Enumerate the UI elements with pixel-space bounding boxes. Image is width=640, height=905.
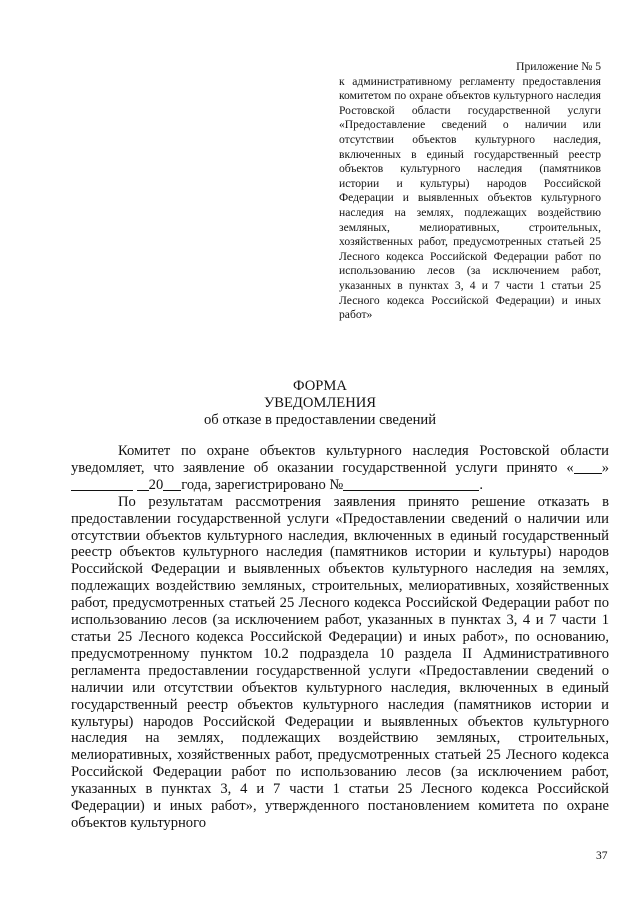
date-close-quote: » xyxy=(601,459,609,476)
month-blank-2 xyxy=(137,477,149,491)
registration-number-blank xyxy=(343,477,479,491)
year-blank xyxy=(163,477,181,491)
page-number: 37 xyxy=(596,850,608,862)
intro-end: . xyxy=(479,476,484,493)
form-subheading: УВЕДОМЛЕНИЯ xyxy=(263,395,377,411)
registration-text: года, зарегистрировано № xyxy=(181,476,344,493)
date-open-quote: « xyxy=(566,459,574,476)
paragraph-intro xyxy=(71,443,609,494)
appendix-title: Приложение № 5 xyxy=(516,60,601,73)
appendix-text: к административному регламенту предоставления комитетом по охране объектов культурного наследия Ростовской области государственной услуги «Предоставление сведений о наличии или отсутствии объектов культурного наследия, включенных в единый государственный реестр объектов культурного наследия (памятников истории и культуры) народов Российской Федерации и выявленных объектов культурного наследия на землях, подлежащих воздействию земляных, мелиоративных, строительных, хозяйственных работ, предусмотренных статьей 25 Лесного кодекса Российской Федерации работ по использованию лесов (за исключением работ, указанных в пунктах 3, 4 и 7 части 1 статьи 25 Лесного кодекса Российской Федерации) и иных работ» xyxy=(339,74,601,322)
appendix-block xyxy=(339,60,601,323)
year-prefix: 20 xyxy=(148,476,164,493)
day-blank xyxy=(574,460,602,474)
form-description: об отказе в предоставлении сведений xyxy=(203,412,437,428)
month-blank xyxy=(71,477,133,491)
form-heading: ФОРМА xyxy=(293,378,347,394)
intro-text: Комитет по охране объектов культурного наследия Ростовской области уведомляет, что заявление об оказании государственной услуги принято xyxy=(71,443,609,476)
main-text xyxy=(71,443,609,832)
paragraph-decision: По результатам рассмотрения заявления принято решение отказать в предоставлении государственной услуги «Предоставлении сведений о наличии или отсутствии объектов культурного наследия, включенных в единый государственный реестр объектов культурного наследия (памятников истории и культуры) народов Российской Федерации и выявленных объектов культурного наследия на землях, подлежащих воздействию земляных, строительных, мелиоративных, хозяйственных работ, предусмотренных статьей 25 Лесного кодекса Российской Федерации работ по использованию лесов (за исключением работ, указанных в пунктах 3, 4 и 7 части 1 статьи 25 Лесного кодекса Российской Федерации) и иных работ», по основанию, предусмотренному пунктом 10.2 подраздела 10 раздела II Административного регламента предоставлении государственной услуги «Предоставлении сведений о наличии или отсутствии объектов культурного наследия, включенных в единый государственный реестр объектов культурного наследия (памятников истории и культуры) народов Российской Федерации и выявленных объектов культурного наследия на землях, подлежащих воздействию земляных, строительных, мелиоративных, хозяйственных работ, предусмотренных статьей 25 Лесного кодекса Российской Федерации работ по использованию лесов (за исключением работ, указанных в пунктах 3, 4 и 7 части 1 статьи 25 Лесного кодекса Российской Федерации) и иных работ», утвержденного постановлением комитета по охране объектов культурного xyxy=(71,493,609,831)
